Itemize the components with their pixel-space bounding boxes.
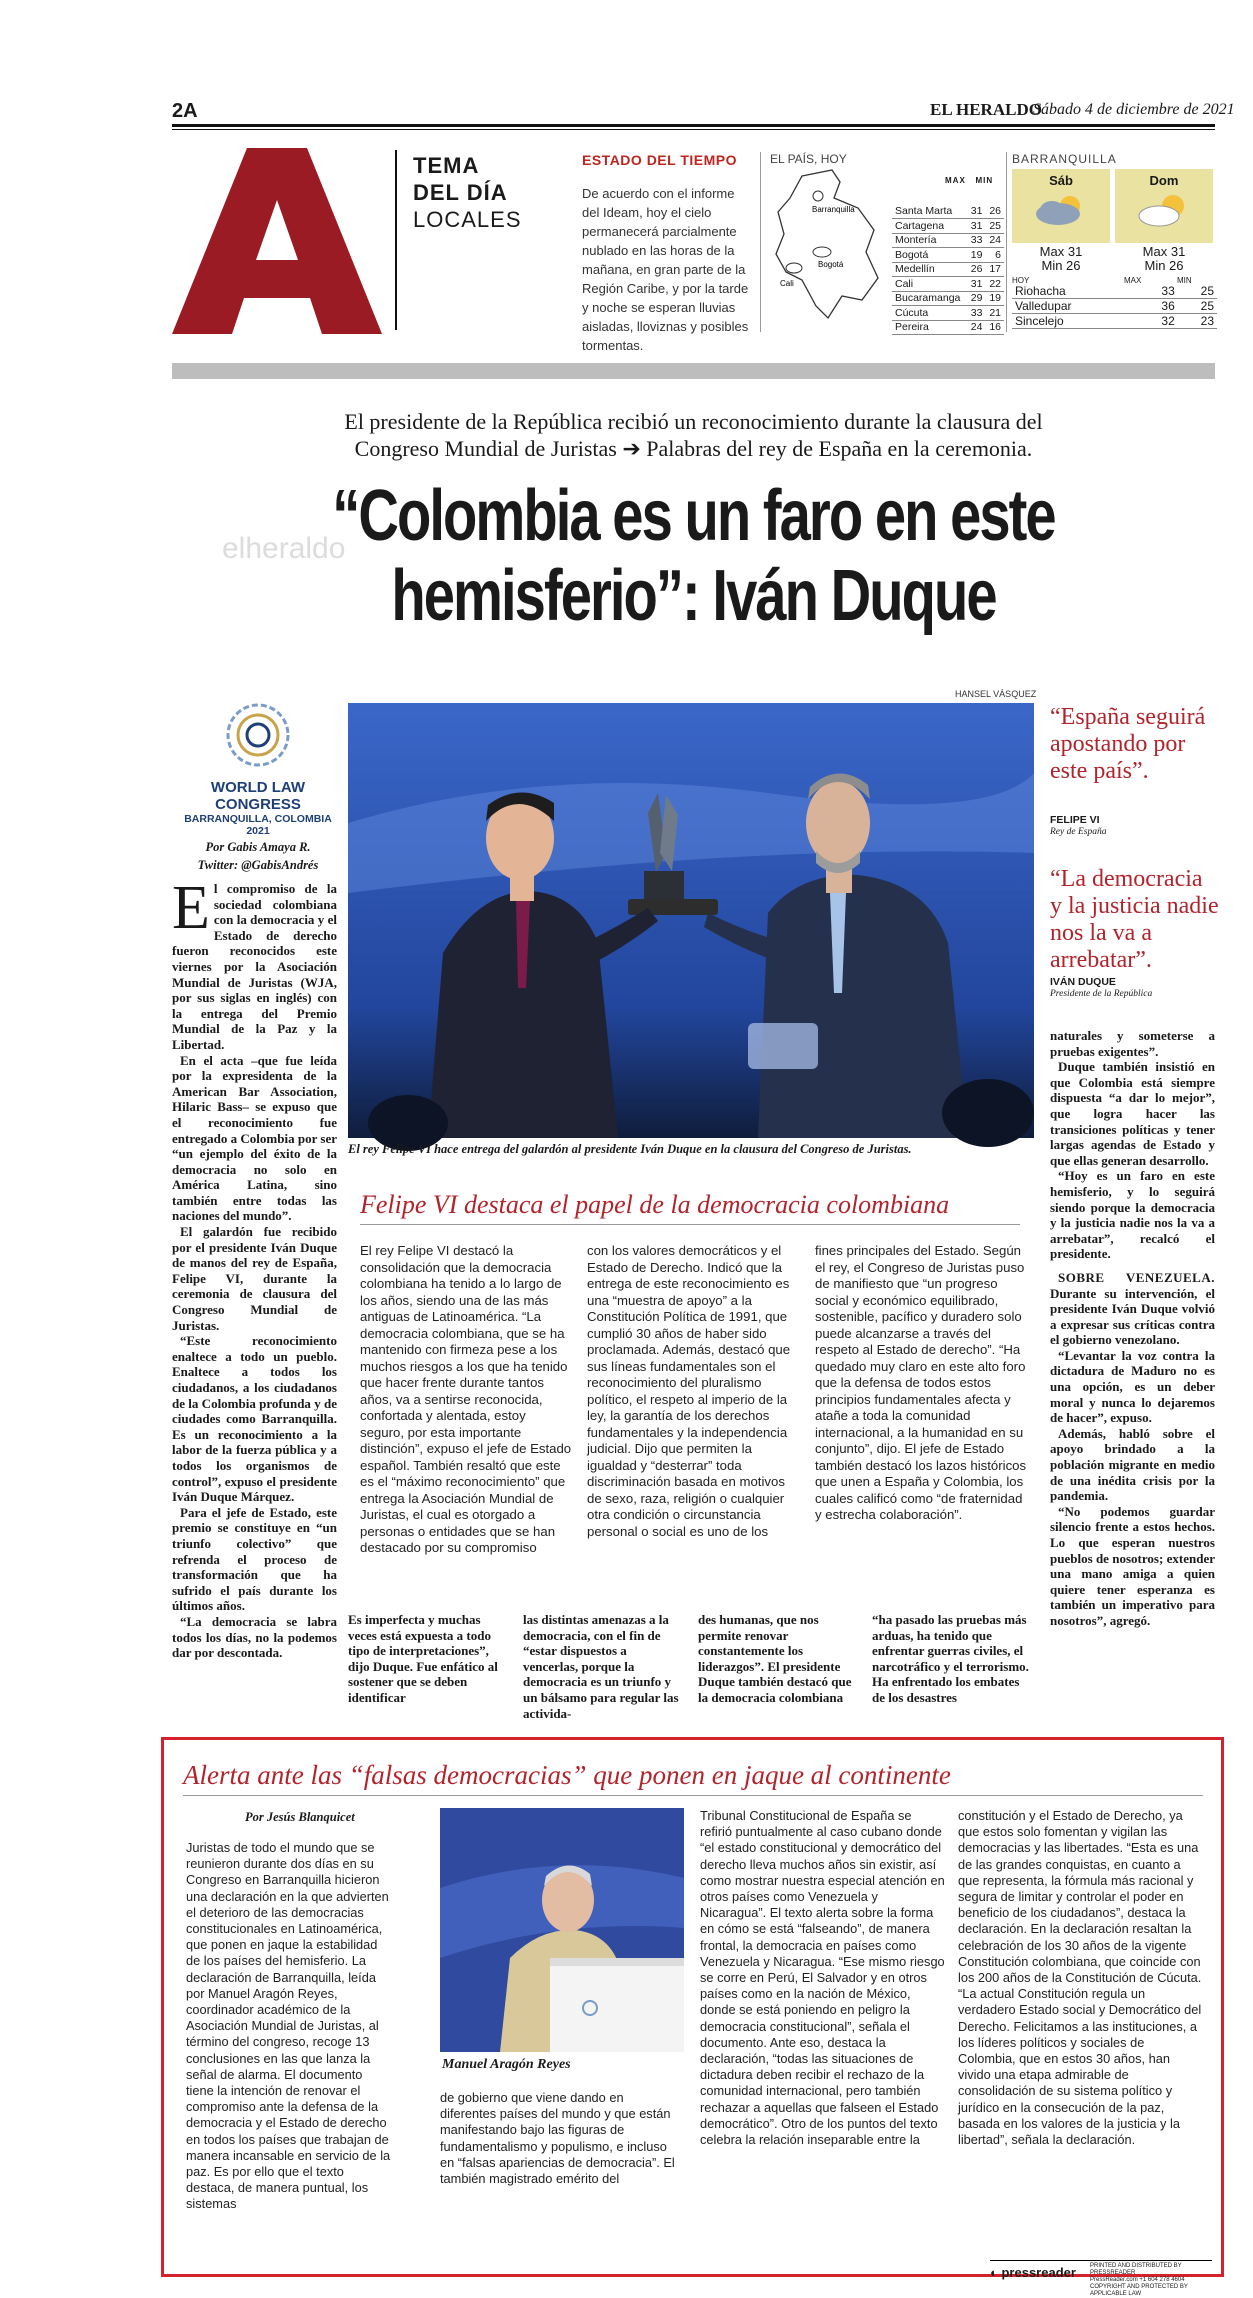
section-del-dia: DEL DÍA (413, 180, 508, 205)
weather-cell-name: Montería (892, 233, 967, 248)
weather-cell-name: Pereira (892, 320, 967, 335)
top-rule (172, 124, 1215, 127)
article-column-2: Es imperfecta y muchas veces está expuesta a todo tipo de interpretaciones”, dijo Duque. Fue enfático al sostener que se deben identificar (348, 1612, 498, 1705)
weather-divider (1006, 152, 1007, 332)
drop-cap: E (172, 874, 210, 942)
cloud-icon (786, 263, 802, 273)
weather-text: De acuerdo con el informe del Ideam, hoy el cielo permanecerá parcialmente nublado en las horas de la mañana, en gran parte de la Región Caribe, y por la tarde y noche se esperan lluvias aisladas, lloviznas y posibles tormentas. (582, 186, 749, 353)
weather-row (1012, 284, 1217, 299)
city-table-head: MAX MIN (945, 176, 994, 185)
weather-row (892, 277, 1004, 292)
section-divider (395, 150, 397, 330)
weather-cell-name: Medellín (892, 262, 967, 277)
alert-rule (183, 1795, 1203, 1796)
partly-cloudy-icon (1129, 188, 1199, 234)
map-label-barranquilla: Barranquilla (812, 205, 855, 214)
alert-title: Alerta ante las “falsas democracias” que ponen en jaque al continente (183, 1760, 951, 1790)
weather-cell-max: 31 (967, 277, 986, 292)
weather-cell-max: 36 (1139, 299, 1178, 314)
weather-cell-min: 6 (985, 248, 1004, 263)
pressreader-icon: ◐ (990, 2265, 998, 2280)
article-column-3: las distintas amenazas a la democracia, con el fin de “estar dispuestos a vencerlas, porque la democracia es un triunfo y un bálsamo para regular las activida- (523, 1612, 679, 1721)
weather-row (1012, 299, 1217, 314)
weather-cell-min: 24 (985, 233, 1004, 248)
weather-cell-max: 31 (967, 219, 986, 234)
newspaper-name: EL HERALDO (930, 100, 1042, 119)
issue-date: Sábado 4 de diciembre de 2021 (1033, 101, 1235, 118)
main-headline: “Colombia es un faro en este hemisferio”: Iván Duque (332, 476, 1055, 636)
weather-cell-max: 32 (1139, 314, 1178, 329)
weather-cell-min: 22 (985, 277, 1004, 292)
alert-column-1: Juristas de todo el mundo que se reunieron durante dos días en su Congreso en Barranquilla hicieron una declaración en la que advierten el deterioro de las democracias constitucionales en Latinoamérica, que ponen en jaque la estabilidad de los países del hemisferio. La declaración de Barranquilla, leída por Manuel Aragón Reyes, coordinador académico de la Asociación Mundial de Juristas, al término del congreso, recoge 13 conclusiones en las que lanza la señal de alarma. El documento tiene la intención de renovar el compromiso ante la defensa de la democracia y el Estado de derecho en todos los países que trabajan de manera incansable en servicio de la paz. Es por ello que el texto destaca, de manera puntual, los sistemas (186, 1840, 391, 2212)
weather-row (892, 233, 1004, 248)
region-weather-table (1012, 284, 1217, 329)
section-bar (172, 363, 1215, 379)
map-label-bogota: Bogotá (818, 260, 844, 269)
felipe-column-3: fines principales del Estado. Según el rey, el Congreso de Juristas puso de manifiesto que “un progreso social y económico equilibrado, sostenible, pacífico y duradero solo puede alcanzarse a través del respeto al Estado de derecho”. “Ha quedado muy claro en este alto foro que la defensa de todos estos principios fundamentales afecta y atañe a toda la comunidad internacional, a la humanidad en su conjunto”, dijo. El jefe de Estado también destacó los lazos históricos que unen a España y Colombia, los cuales calificó como “de fraternidad y estrecha colaboración”. (815, 1243, 1027, 1522)
page-number: 2A (172, 100, 198, 122)
weather-row (892, 262, 1004, 277)
region-table-head: HOY MAX MIN (1012, 276, 1192, 285)
weather-cell-min: 21 (985, 306, 1004, 321)
weather-cell-name: Riohacha (1012, 284, 1139, 299)
weather-row (892, 204, 1004, 219)
article-column-4: des humanas, que nos permite renovar constantemente los liderazgos”. El presidente Duque también destacó que la democracia colombiana (698, 1612, 852, 1705)
weather-cell-min: 26 (985, 204, 1004, 219)
weather-cell-min: 25 (1178, 299, 1217, 314)
weather-row (892, 219, 1004, 234)
weather-cell-min: 16 (985, 320, 1004, 335)
weather-cell-min: 17 (985, 262, 1004, 277)
award-ceremony-photo (348, 703, 1034, 1138)
article-column-1: El compromiso de la sociedad colombiana con la democracia y el Estado de derecho fueron reconocidos este viernes por la Asociación Mundial de Juristas (WJA, por sus siglas en inglés) con la entrega del Premio Mundial de la Paz y la Libertad. En el acta –que fue leída por la expresidenta de la American Bar Association, Hilaric Bass– se expuso que el reconocimiento fue entregado a Colombia por ser “un ejemplo del éxito de la democracia no solo en América Latina, sino también entre todas las naciones del mundo”. El galardón fue recibido por el presidente Iván Duque de manos del rey de España, Felipe VI, durante la ceremonia de clausura del Congreso Mundial de Juristas. “Este reconocimiento enaltece a todo un pueblo. Enaltece a todos los ciudadanos, a los ciudadanos de la Colombia profunda y de ciudades como Barranquilla. Es un reconocimiento a la labor de la fuerza pública y a todos los organismos de control”, expuso el presidente Iván Duque Márquez. Para el jefe de Estado, este premio se constituye en “un triunfo colectivo” que refrenda el proceso de transformación que ha sufrido el país durante los últimos años. “La democracia se labra todos los días, no la podemos dar por descontada. (172, 874, 337, 1661)
speaker-photo (440, 1808, 684, 2052)
article-column-right: naturales y someterse a pruebas exigentes”. Duque también insistió en que Colombia está siempre dispuesta “a dar lo mejor”, que logra hacer las transiciones políticas y tener largas agendas de Estado y que ellas generan desarrollo. “Hoy es un faro en este hemisferio, y lo seguirá siendo porque la democracia y la justicia nadie nos la va a arrebatar”, recalcó el presidente. SOBRE VENEZUELA. Durante su intervención, el presidente Iván Duque volvió a expresar sus críticas contra el gobierno venezolano. “Levantar la voz contra la dictadura de Maduro no es una opción, es un deber moral y nunca lo dejaremos de hacer”, expuso. Además, habló sobre el apoyo brindado a la población migrante en medio de una inédita crisis por la pandemia. “No podemos guardar silencio frente a estos hechos. Lo que esperan nuestros pueblos de nosotros; extender una mano amiga a quien quiere tener esperanza es también un imperativo para nosotros”, agregó. (1050, 1028, 1215, 1628)
weather-cell-name: Cúcuta (892, 306, 967, 321)
weather-row (1012, 314, 1217, 329)
weather-cell-max: 31 (967, 204, 986, 219)
weather-row (892, 306, 1004, 321)
weather-cell-min: 25 (985, 219, 1004, 234)
headline-deck: El presidente de la República recibió un reconocimiento durante la clausura del Congreso Mundial de Juristas ➔ Palabras del rey de España en la ceremonia. (344, 409, 1043, 461)
weather-cell-max: 26 (967, 262, 986, 277)
byline: Por Gabis Amaya R. Twitter: @GabisAndrés (197, 840, 319, 872)
alert-column-3: Tribunal Constitucional de España se refirió puntualmente al caso cubano donde “el estado constitucional y democrático del derecho lleva muchos años sin existir, así como mostrar nuestra especial atención en otros países como Venezuela y Nicaragua”. El texto alerta sobre la forma en cómo se está “falseando”, de manera frontal, la democracia en países como Venezuela y Nicaragua. “Ese mismo riesgo se corre en Perú, El Salvador y en otros países como en la nación de México, donde se está poniendo en peligro la democracia constitucional”, señala el documento. Ante eso, destaca la declaración, “todas las situaciones de dictadura deben recibir el rechazo de la comunidad internacional, pero también rechazar a aquellas que falseen el Estado democrático”. Otro de los puntos del texto celebra la relación inseparable entre la (700, 1808, 945, 2148)
speaker-caption: Manuel Aragón Reyes (442, 2057, 571, 2072)
weather-cell-name: Cali (892, 277, 967, 292)
quote-author: IVÁN DUQUE (1050, 976, 1116, 988)
world-law-congress-logo: WORLD LAW CONGRESS BARRANQUILLA, COLOMBIA 2021 (172, 700, 344, 837)
weather-cell-name: Sincelejo (1012, 314, 1139, 329)
forecast-day-sat: Sáb (1012, 169, 1110, 243)
cloud-icon (813, 247, 831, 257)
map-label-cali: Cali (780, 279, 794, 288)
quote-role: Rey de España (1050, 827, 1107, 837)
top-rule-thin (172, 129, 1215, 130)
sun-temps: Max 31 Min 26 (1142, 244, 1186, 273)
quote-role: Presidente de la República (1050, 989, 1153, 999)
felipe-box-title: Felipe VI destaca el papel de la democracia colombiana (360, 1190, 950, 1219)
pressreader-logo: ◐ pressreader (990, 2265, 1076, 2280)
weather-cell-name: Bucaramanga (892, 291, 967, 306)
felipe-column-1: El rey Felipe VI destacó la consolidación que la democracia colombiana ha tenido a lo largo de los años, siendo una de las más antiguas de Latinoamérica. “La democracia colombiana, que se ha mantenido con firmeza pese a los muchos riesgos a los que ha tenido que hacer frente durante tantos años, va a sentirse reconocida, confortada y alentada, estoy seguro, por esta importante distinción”, expuso el jefe de Estado español. También resaltó que este es el “máximo reconocimiento” que entrega la Asociación Mundial de Juristas, el cual es otorgado a personas o entidades que se han destacado por su compromiso (360, 1243, 572, 1555)
quote-author: FELIPE VI (1050, 814, 1100, 826)
photo-caption: El rey Felipe VI hace entrega del galardón al presidente Iván Duque en la clausura del Congreso de Juristas. (348, 1142, 912, 1156)
section-tema: TEMA (413, 153, 480, 178)
weather-cell-name: Bogotá (892, 248, 967, 263)
weather-cell-min: 25 (1178, 284, 1217, 299)
weather-cell-min: 19 (985, 291, 1004, 306)
weather-cell-max: 33 (967, 306, 986, 321)
cloud-rain-icon (1026, 188, 1096, 234)
alert-byline: Por Jesús Blanquicet (245, 1810, 355, 1824)
weather-row (892, 320, 1004, 335)
pressreader-footer: ◐ pressreader PRINTED AND DISTRIBUTED BY PRESSREADER PressReader.com +1 604 278 4604 COPYRIGHT AND PROTECTED BY APPLICABLE LAW (990, 2260, 1212, 2286)
barranquilla-title: BARRANQUILLA (1012, 152, 1117, 166)
watermark: elheraldo (222, 532, 346, 565)
country-weather-title: EL PAÍS, HOY (770, 152, 847, 166)
weather-title: ESTADO DEL TIEMPO (582, 152, 737, 168)
city-weather-table (892, 204, 1004, 335)
weather-cell-min: 23 (1178, 314, 1217, 329)
section-locales: LOCALES (413, 207, 522, 232)
weather-cell-max: 29 (967, 291, 986, 306)
colombia-map (762, 168, 890, 328)
alert-column-2: de gobierno que viene dando en diferentes países del mundo y que están manifestando bajo las figuras de fundamentalismo y populismo, e incluso en “falsas apariencias de democracia”. El también magistrado emérito del (440, 2090, 675, 2187)
sun-icon (813, 191, 823, 201)
arrow-right-icon: ➔ (622, 436, 641, 461)
weather-divider (760, 152, 761, 332)
section-letter-a (172, 148, 382, 334)
weather-cell-name: Valledupar (1012, 299, 1139, 314)
weather-cell-max: 24 (967, 320, 986, 335)
forecast-day-sun: Dom (1115, 169, 1213, 243)
weather-row (892, 248, 1004, 263)
felipe-column-2: con los valores democráticos y el Estado de Derecho. Indicó que la entrega de este reconocimiento es una “muestra de apoyo” a la Constitución Política de 1991, que cumplió 30 años de haber sido proclamada. Además, destacó que sus líneas fundamentales son el reconocimiento del pluralismo político, el respeto al imperio de la ley, la garantía de los derechos fundamentales y la independencia judicial. Dijo que permiten la igualdad y “desterrar” toda discriminación basada en motivos de sexo, raza, religión o cualquier otra condición o circunstancia personal o social es uno de los (587, 1243, 791, 1539)
weather-cell-max: 19 (967, 248, 986, 263)
weather-cell-max: 33 (1139, 284, 1178, 299)
photo-credit: HANSEL VÁSQUEZ (955, 689, 1037, 699)
article-column-5: “ha pasado las pruebas más arduas, ha tenido que enfrentar guerras civiles, el narcotráfico y el terrorismo. Ha enfrentado los embates de los desastres (872, 1612, 1029, 1705)
weather-cell-name: Santa Marta (892, 204, 967, 219)
subhead: SOBRE VENEZUELA. (1058, 1269, 1215, 1285)
pull-quote-felipe: “España seguirá apostando por este país”. (1050, 704, 1206, 784)
world-law-congress-emblem (219, 700, 297, 770)
sat-temps: Max 31 Min 26 (1039, 244, 1083, 273)
felipe-box-rule (360, 1224, 1020, 1225)
weather-cell-max: 33 (967, 233, 986, 248)
weather-row (892, 291, 1004, 306)
alert-column-4: constitución y el Estado de Derecho, ya que estos solo fomentan y vigilan las democracias y las libertades. “Esta es una de las grandes conquistas, en cuanto a que representa, la fórmula más racional y segura de limitar y controlar el poder en beneficio de los ciudadanos”, destaca la declaración. En la declaración resaltan la celebración de los 30 años de la vigente Constitución colombiana, que coincide con los 200 años de la Constitución de Cúcuta. “La actual Constitución regula un verdadero Estado social y Democrático del Derecho. Felicitamos a las instituciones, a los líderes políticos y sociales de Colombia, que en estos 30 años, han vivido una etapa admirable de consolidación de su sistema político y jurídico en la consecución de la paz, basada en los valores de la justicia y la libertad”, señala la declaración. (958, 1808, 1202, 2148)
weather-cell-name: Cartagena (892, 219, 967, 234)
pull-quote-duque: “La democracia y la justicia nadie nos la va a arrebatar”. (1050, 866, 1219, 973)
